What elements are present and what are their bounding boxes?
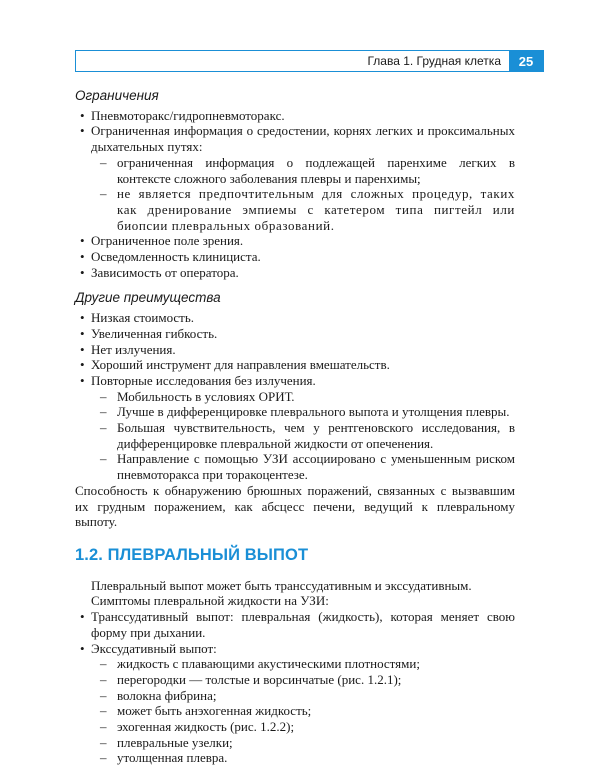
sub-list-item: – Мобильность в условиях ОРИТ. xyxy=(75,389,515,405)
chapter-title: Глава 1. Грудная клетка xyxy=(367,54,501,68)
page-content xyxy=(75,88,515,766)
list-item: • Экссудативный выпот: xyxy=(75,641,515,657)
intro-line: Симптомы плевральной жидкости на УЗИ: xyxy=(91,593,329,609)
list-item: • Осведомленность клинициста. xyxy=(75,249,515,265)
advantages-paragraph: Способность к обнаружению брюшных поражений, связанных с вызвавшим их грудным поражением, как абсцесс печени, ведущий к плевральному выпоту. xyxy=(75,482,515,530)
list-item: • Зависимость от оператора. xyxy=(75,265,515,281)
list-item: • Пневмоторакс/гидропневмоторакс. xyxy=(75,108,515,124)
list-item: • Хороший инструмент для направления вмешательств. xyxy=(75,357,515,373)
sub-list-item: – волокна фибрина; xyxy=(75,688,515,704)
sub-list-item: – может быть анэхогенная жидкость; xyxy=(75,703,515,719)
list-item: • Транссудативный выпот: плевральная (жидкость), которая меняет свою форму при дыхании. xyxy=(75,609,515,640)
sub-list-item: – эхогенная жидкость (рис. 1.2.2); xyxy=(75,719,515,735)
sub-list-item: – не является предпочтительным для сложных процедур, таких как дренирование эмпиемы с катетером типа пигтейл или биопсии плевральных образований. xyxy=(75,186,515,233)
page-number: 25 xyxy=(509,51,543,71)
advantages-list xyxy=(75,310,515,483)
sub-list-item: – перегородки — толстые и ворсинчатые (рис. 1.2.1); xyxy=(75,672,515,688)
sub-list-item: – Большая чувствительность, чем у рентгеновского исследования, в дифференцировке плевральной жидкости от опеченения. xyxy=(75,420,515,451)
intro-line: Плевральный выпот может быть транссудативным и экссудативным. xyxy=(91,577,472,593)
section-heading-pleural-effusion: 1.2. ПЛЕВРАЛЬНЫЙ ВЫПОТ xyxy=(75,545,309,564)
list-item: • Нет излучения. xyxy=(75,342,515,358)
list-item: • Увеличенная гибкость. xyxy=(75,326,515,342)
effusion-list xyxy=(75,609,515,766)
sub-list-item: – Лучше в дифференцировке плеврального выпота и утолщения плевры. xyxy=(75,404,515,420)
running-header xyxy=(75,50,544,72)
sub-list-item: – Направление с помощью УЗИ ассоциировано с уменьшенным риском пневмоторакса при торакоцентезе. xyxy=(75,451,515,482)
sub-list-item: – жидкость с плавающими акустическими плотностями; xyxy=(75,656,515,672)
limitations-heading: Ограничения xyxy=(75,88,159,103)
sub-list-item: – ограниченная информация о подлежащей паренхиме легких в контексте сложного заболевания плевры и паренхимы; xyxy=(75,155,515,186)
sub-list-item: – утолщенная плевра. xyxy=(75,750,515,766)
list-item: • Ограниченное поле зрения. xyxy=(75,233,515,249)
sub-list-item: – плевральные узелки; xyxy=(75,735,515,751)
advantages-heading: Другие преимущества xyxy=(75,290,221,306)
limitations-list xyxy=(75,108,515,281)
list-item: • Низкая стоимость. xyxy=(75,310,515,326)
list-item: • Ограниченная информация о средостении, корнях легких и проксимальных дыхательных путях: xyxy=(75,123,515,154)
list-item: • Повторные исследования без излучения. xyxy=(75,373,515,389)
